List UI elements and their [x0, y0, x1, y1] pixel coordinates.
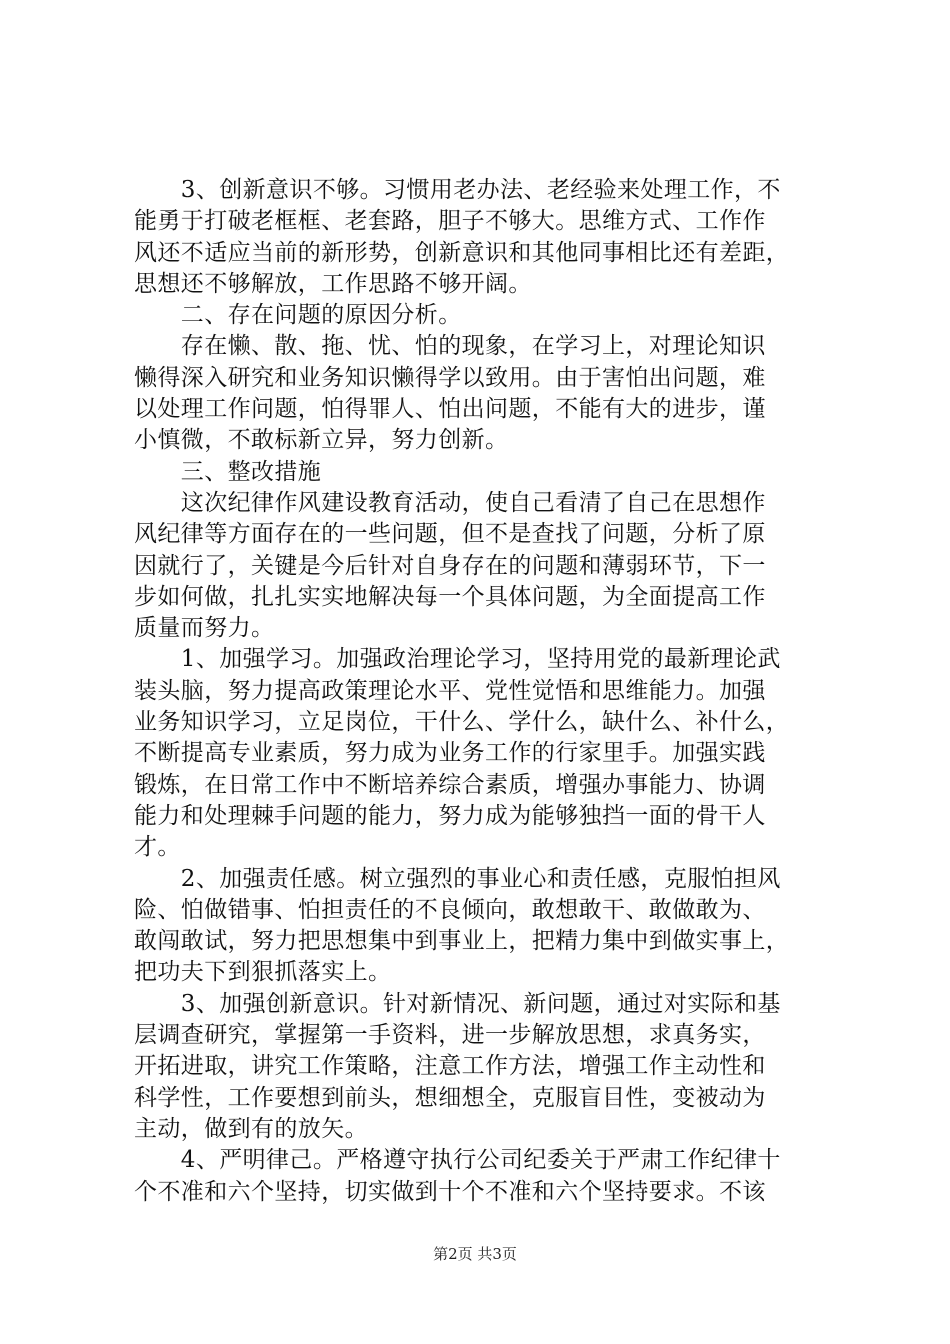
text-line: 思想还不够解放，工作思路不够开阔。 — [134, 270, 532, 297]
text-line: 装头脑，努力提高政策理论水平、党性觉悟和思维能力。加强 — [134, 677, 766, 704]
text-line: 能力和处理棘手问题的能力，努力成为能够独挡一面的骨干人 — [134, 802, 766, 829]
text-line: 存在懒、散、拖、忧、怕的现象，在学习上，对理论知识 — [134, 333, 766, 360]
text-line: 个不准和六个坚持，切实做到十个不准和六个坚持要求。不该 — [134, 1178, 766, 1205]
text-line: 能勇于打破老框框、老套路，胆子不够大。思维方式、工作作 — [134, 208, 766, 235]
text-line: 险、怕做错事、怕担责任的不良倾向，敢想敢干、敢做敢为、 — [134, 896, 766, 923]
text-line: 以处理工作问题，怕得罪人、怕出问题，不能有大的进步，谨 — [134, 396, 766, 423]
text-line: 1、加强学习。加强政治理论学习，坚持用党的最新理论武 — [134, 646, 781, 673]
text-line: 小慎微，不敢标新立异，努力创新。 — [134, 427, 509, 454]
text-line: 不断提高专业素质，努力成为业务工作的行家里手。加强实践 — [134, 740, 766, 767]
text-line: 层调查研究，掌握第一手资料，进一步解放思想，求真务实， — [134, 1022, 766, 1049]
text-line: 锻炼，在日常工作中不断培养综合素质，增强办事能力、协调 — [134, 771, 766, 798]
text-line: 开拓进取，讲究工作策略，注意工作方法，增强工作主动性和 — [134, 1053, 766, 1080]
text-line: 风纪律等方面存在的一些问题，但不是查找了问题，分析了原 — [134, 521, 766, 548]
section-heading-measures: 三、整改措施 — [134, 458, 322, 485]
text-line: 业务知识学习，立足岗位，干什么、学什么，缺什么、补什么， — [134, 709, 790, 736]
text-line: 4、严明律己。严格遵守执行公司纪委关于严肃工作纪律十 — [134, 1147, 781, 1174]
text-line: 这次纪律作风建设教育活动，使自己看清了自己在思想作 — [134, 489, 766, 516]
text-line: 3、加强创新意识。针对新情况、新问题，通过对实际和基 — [134, 990, 781, 1017]
section-heading-causes: 二、存在问题的原因分析。 — [134, 302, 462, 329]
text-line: 敢闯敢试，努力把思想集中到事业上，把精力集中到做实事上， — [134, 928, 790, 955]
text-line: 懒得深入研究和业务知识懒得学以致用。由于害怕出问题，难 — [134, 364, 766, 391]
text-line: 风还不适应当前的新形势，创新意识和其他同事相比还有差距， — [134, 239, 790, 266]
text-line: 主动，做到有的放矢。 — [134, 1115, 368, 1142]
body-text — [134, 175, 830, 1208]
text-line: 3、创新意识不够。习惯用老办法、老经验来处理工作，不 — [134, 177, 781, 203]
page-number-footer: 第2页 共3页 — [433, 1245, 517, 1263]
text-line: 2、加强责任感。树立强烈的事业心和责任感，克服怕担风 — [134, 865, 781, 892]
text-line: 质量而努力。 — [134, 615, 275, 642]
text-line: 才。 — [134, 834, 181, 861]
text-line: 步如何做，扎扎实实地解决每一个具体问题，为全面提高工作 — [134, 583, 766, 610]
text-line: 把功夫下到狠抓落实上。 — [134, 959, 392, 986]
text-line: 因就行了，关键是今后针对自身存在的问题和薄弱环节，下一 — [134, 552, 766, 579]
text-line: 科学性，工作要想到前头，想细想全，克服盲目性，变被动为 — [134, 1084, 766, 1111]
